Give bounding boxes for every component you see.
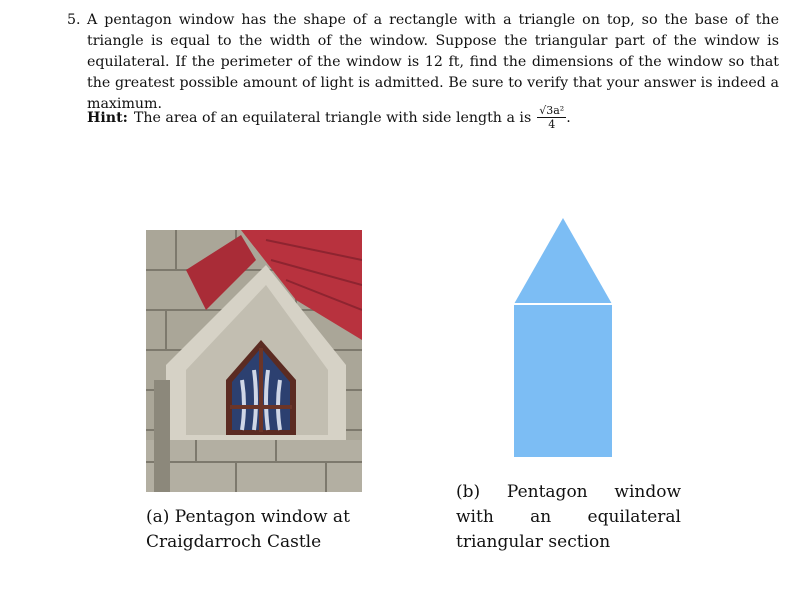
formula-numerator: √3a² [539,104,565,117]
area-formula [537,104,566,131]
castle-window-photo [146,230,362,492]
triangle-section [514,218,612,304]
hint-label: Hint: [87,109,128,126]
rectangle-section [514,305,612,457]
hint-text: The area of an equilateral triangle with side length a is [133,109,532,126]
caption-a: (a) Pentagon window at Craigdarroch Castle [146,507,350,552]
hint-end: . [566,109,571,126]
problem-statement [67,10,779,115]
pentagon-window-diagram [512,216,614,458]
formula-denominator: 4 [548,118,556,131]
problem-number: 5. [67,12,81,28]
caption-b: (b) Pentagon window with an equilateral triangular section [456,482,681,552]
hint-line [87,104,571,131]
problem-text: A pentagon window has the shape of a rectangle with a triangle on top, so the base of the triangle is equal to the width of the window. Suppose the triangular part of the window is equilateral. If the perimeter of the window is 12 ft, find the dimensions of the window so that the greatest possible amount of light is admitted. Be sure to verify that your answer is indeed a maximum. [87,12,779,112]
